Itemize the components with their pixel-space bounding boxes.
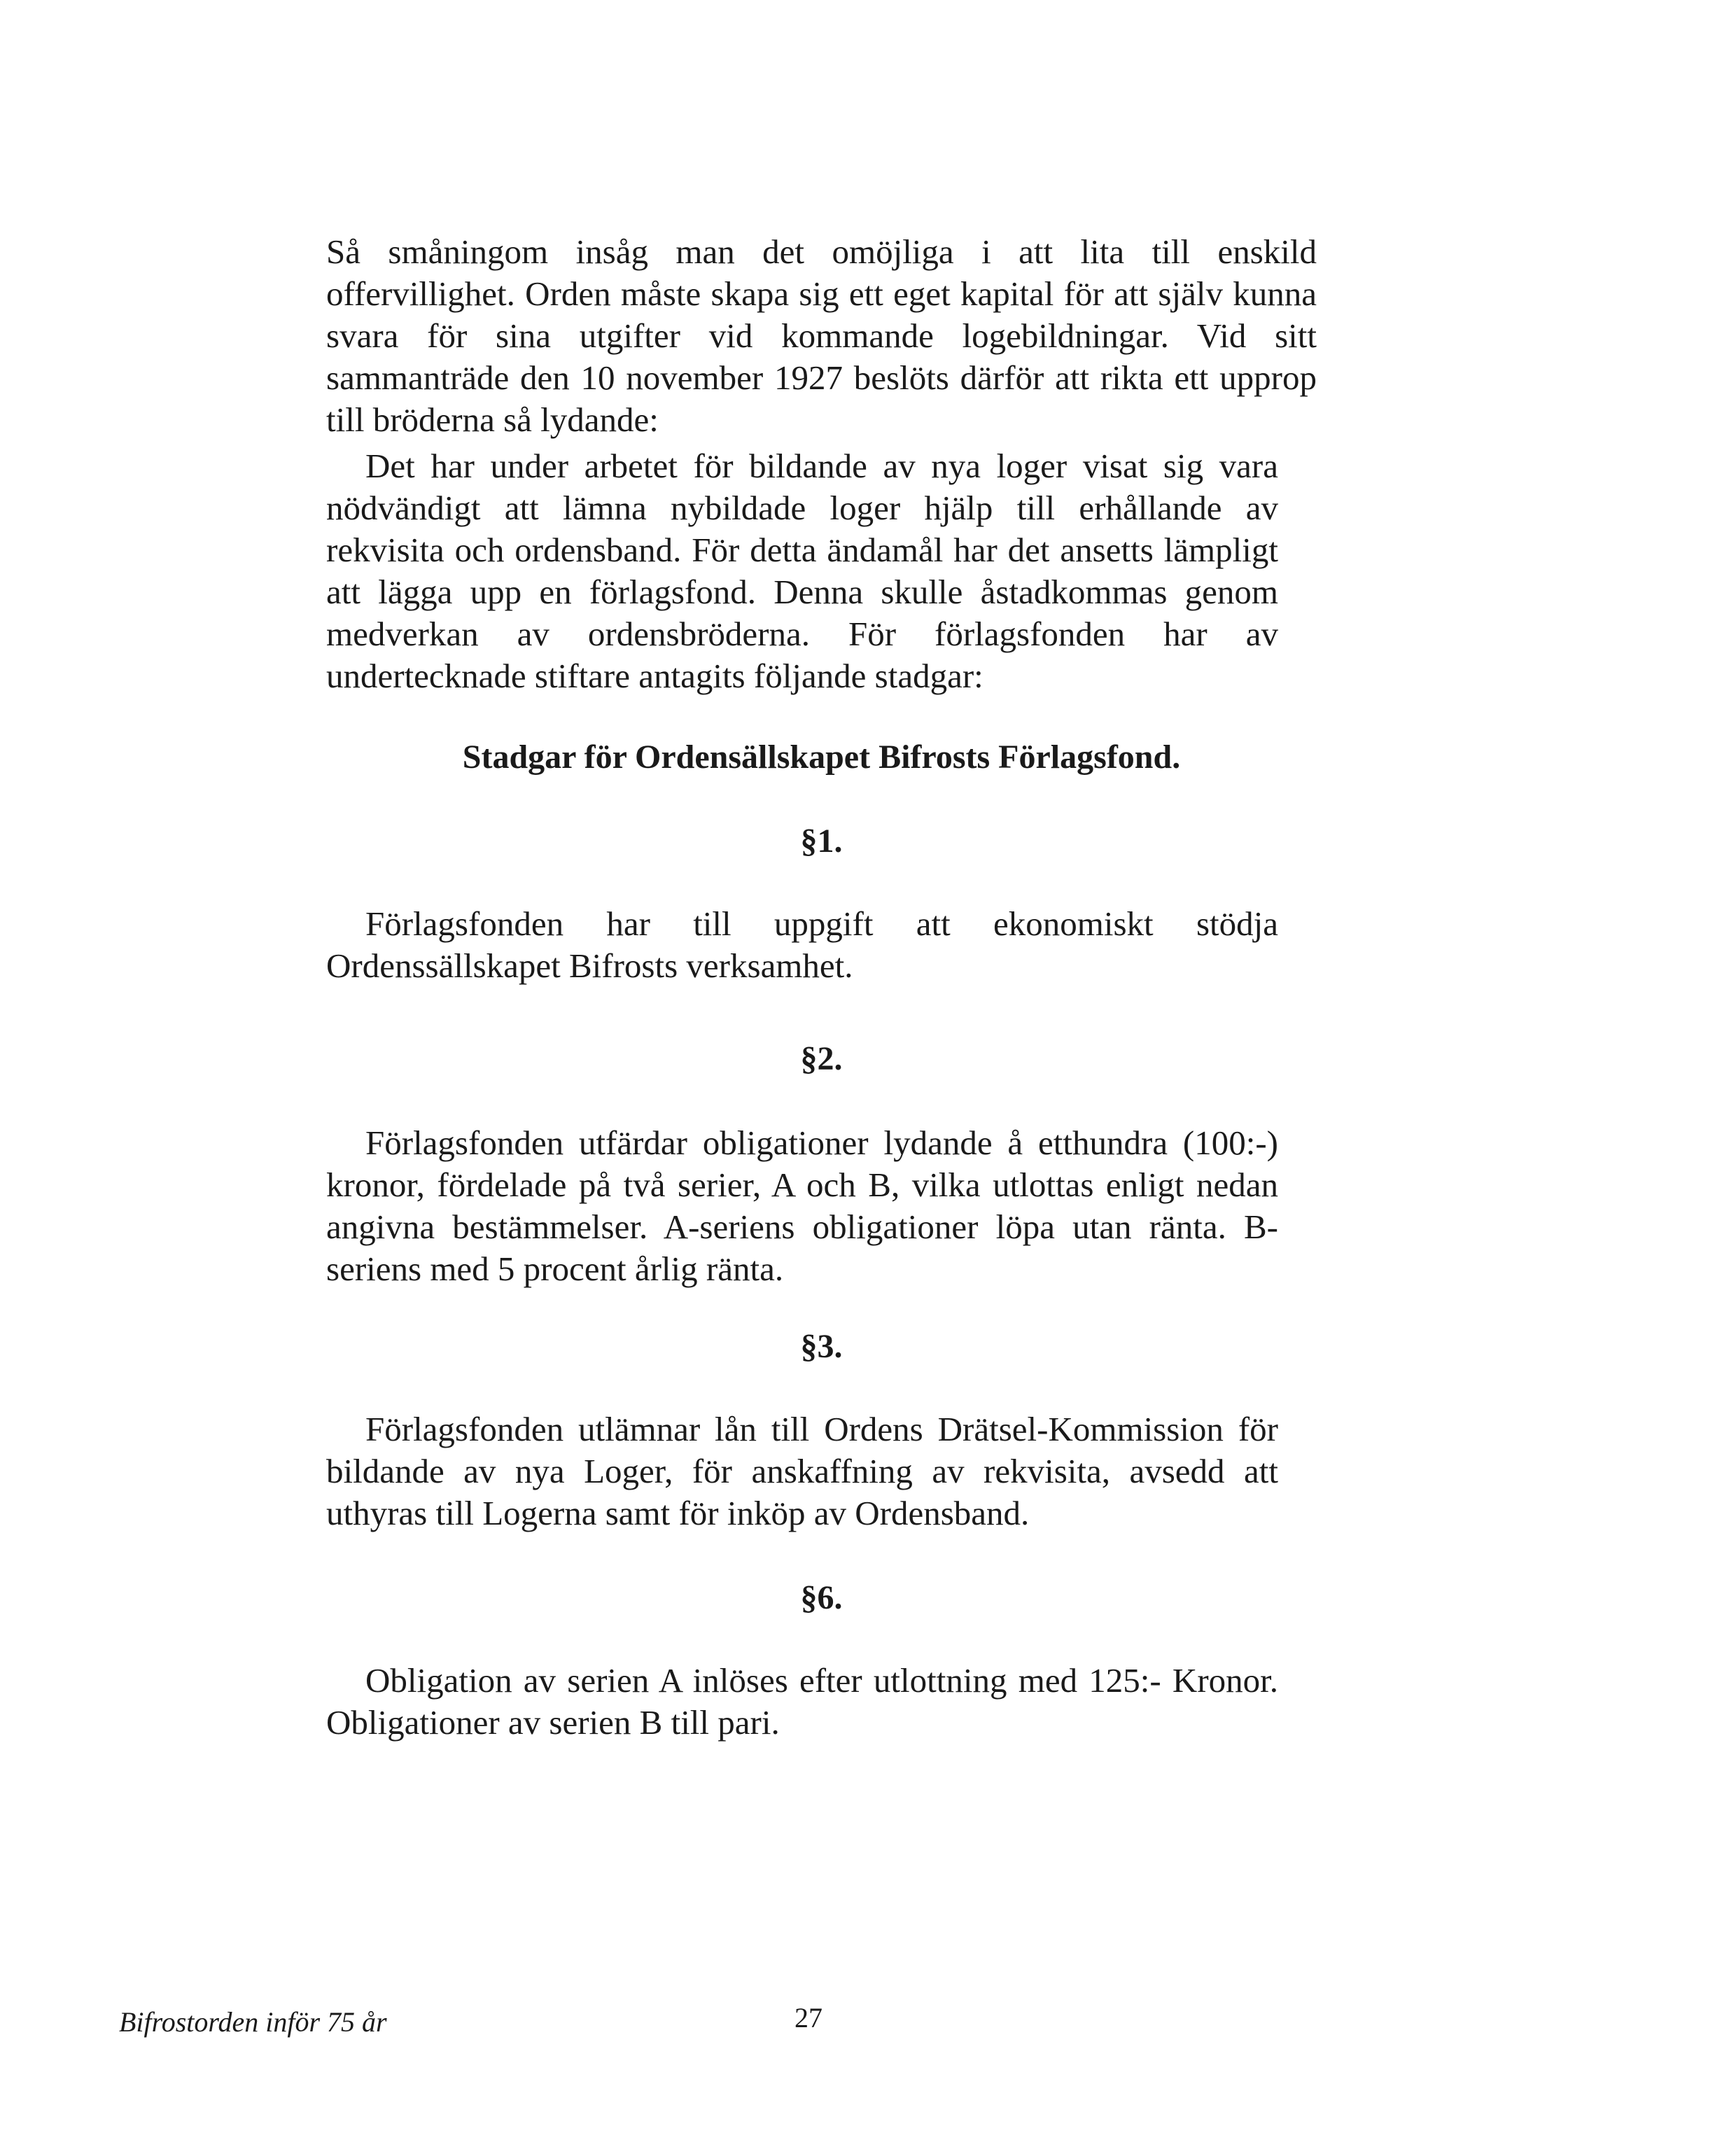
section-number-2: §2. — [800, 1040, 843, 1077]
statutes-heading: Stadgar för Ordensällskapet Bifrosts Förlagsfond. — [462, 738, 1181, 776]
section-text-6: Obligation av serien A inlöses efter utlottning med 125:- Kronor. Obligationer av serien B till pari. — [326, 1661, 1278, 1742]
appeal-paragraph: Det har under arbetet för bildande av nya loger visat sig vara nödvändigt att lämna nybildade loger hjälp till erhållande av rekvisita och ordensband. För detta ändamål har det ansetts lämpligt att lägga upp en förlagsfond. Denna skulle åstadkommas genom medverkan av ordensbröderna. För förlagsfonden har av undertecknade stiftare antagits följande stadgar: — [326, 447, 1278, 695]
intro-paragraph: Så småningom insåg man det omöjliga i att lita till enskild offervillighet. Orden måste skapa sig ett eget kapital för att själv kunna svara för sina utgifter vid kommande logebildningar. Vid sitt sammanträde den 10 november 1927 beslöts därför att rikta ett upprop till bröderna så lydande: — [326, 232, 1317, 439]
section-number-6: §6. — [800, 1579, 843, 1616]
footer-book-title: Bifrostorden inför 75 år — [119, 2006, 387, 2038]
section-text-2: Förlagsfonden utfärdar obligationer lydande å etthundra (100:-) kronor, fördelade på två serier, A och B, vilka utlottas enligt nedan angivna bestämmelser. A-seriens obligationer löpa utan ränta. B-seriens med 5 procent årlig ränta. — [326, 1124, 1278, 1288]
section-number-1: §1. — [800, 822, 843, 860]
page-number: 27 — [794, 2002, 822, 2033]
section-text-3: Förlagsfonden utlämnar lån till Ordens Drätsel-Kommission för bildande av nya Loger, för anskaffning av rekvisita, avsedd att uthyras till Logerna samt för inköp av Ordensband. — [326, 1410, 1278, 1532]
section-number-3: §3. — [800, 1328, 843, 1365]
section-text-1: Förlagsfonden har till uppgift att ekonomiskt stödja Ordenssällskapet Bifrosts verksamhet. — [326, 904, 1278, 985]
